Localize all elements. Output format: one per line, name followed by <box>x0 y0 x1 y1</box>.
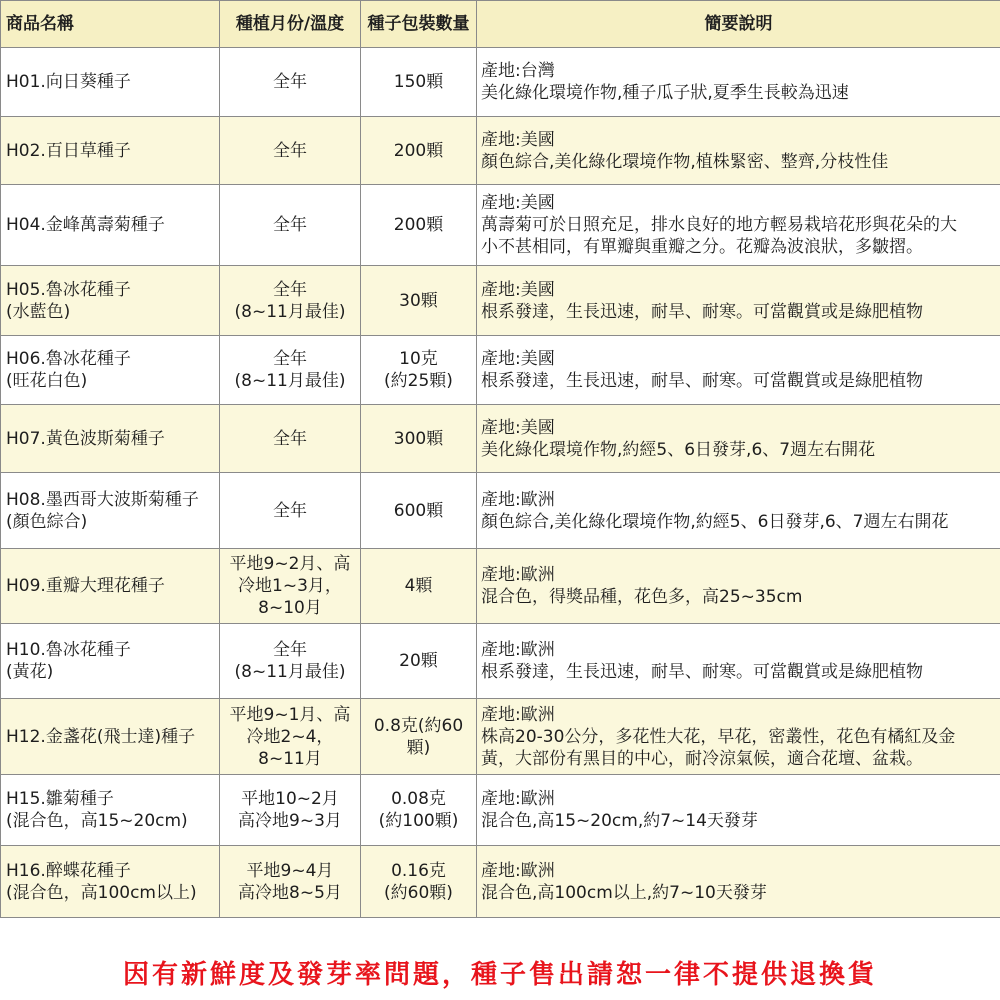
planting-period-line: (8~11月最佳) <box>234 301 346 322</box>
planting-period-line: 全年 <box>273 279 307 300</box>
table-row <box>1 336 1000 405</box>
package-quantity-line: 200顆 <box>393 140 444 161</box>
table-row <box>1 846 1000 918</box>
description-line: 混合色,高100cm以上,約7~10天發芽 <box>481 882 767 903</box>
description-line: 產地:歐洲 <box>481 704 555 725</box>
table-header-row <box>1 1 1000 48</box>
planting-period-line: 高冷地9~3月 <box>238 811 342 831</box>
table-row <box>1 405 1000 473</box>
description-line: 顏色綜合,美化綠化環境作物,植株緊密、整齊,分枝性佳 <box>481 151 889 172</box>
product-name-cell <box>1 405 220 473</box>
description-line: 黃，大部份有黑目的中心，耐冷涼氣候，適合花壇、盆栽。 <box>481 748 923 769</box>
planting-period-cell <box>220 336 361 405</box>
package-quantity-cell <box>361 266 477 336</box>
package-quantity-cell <box>361 336 477 405</box>
table-row <box>1 48 1000 117</box>
planting-period-line: 8~11月 <box>258 748 322 769</box>
product-name-cell <box>1 775 220 846</box>
package-quantity-line: 0.8克(約60 <box>373 715 464 736</box>
description-cell <box>477 775 1000 846</box>
planting-period-cell <box>220 48 361 117</box>
header-period: 種植月份/溫度 <box>220 1 361 48</box>
product-name-line: H10.魯冰花種子 <box>6 640 131 660</box>
product-name-line: (顏色綜合) <box>6 511 88 532</box>
description-line: 根系發達，生長迅速，耐旱、耐寒。可當觀賞或是綠肥植物 <box>481 662 923 682</box>
description-line: 產地:歐洲 <box>481 860 555 881</box>
package-quantity-line: 150顆 <box>393 72 444 92</box>
description-line: 小不甚相同，有單瓣與重瓣之分。花瓣為波浪狀，多皺摺。 <box>481 237 923 257</box>
planting-period-cell <box>220 775 361 846</box>
description-cell <box>477 266 1000 336</box>
planting-period-line: 高冷地8~5月 <box>238 882 342 903</box>
header-qty: 種子包裝數量 <box>361 1 477 48</box>
planting-period-line: 平地9~1月、高 <box>229 704 351 725</box>
description-line: 產地:美國 <box>481 279 555 300</box>
description-cell <box>477 117 1000 185</box>
product-name-line: H05.魯冰花種子 <box>6 279 131 300</box>
description-cell <box>477 699 1000 775</box>
description-line: 顏色綜合,美化綠化環境作物,約經5、6日發芽,6、7週左右開花 <box>481 511 949 532</box>
planting-period-line: 全年 <box>273 349 307 369</box>
planting-period-line: 全年 <box>273 640 307 660</box>
planting-period-line: 全年 <box>273 140 307 161</box>
product-name-line: H15.雛菊種子 <box>6 789 114 809</box>
planting-period-cell <box>220 405 361 473</box>
description-line: 萬壽菊可於日照充足，排水良好的地方輕易栽培花形與花朵的大 <box>481 215 957 235</box>
product-name-cell <box>1 117 220 185</box>
header-name: 商品名稱 <box>1 1 220 48</box>
planting-period-line: 8~10月 <box>258 598 322 618</box>
description-line: 產地:美國 <box>481 193 555 213</box>
table-row <box>1 473 1000 549</box>
table-body <box>1 48 1000 918</box>
description-cell <box>477 473 1000 549</box>
product-name-line: H16.醉蝶花種子 <box>6 860 131 881</box>
description-line: 產地:美國 <box>481 129 555 150</box>
product-name-line: H07.黃色波斯菊種子 <box>6 428 165 449</box>
no-return-notice: 因有新鮮度及發芽率問題，種子售出請恕一律不提供退換貨 <box>122 960 877 990</box>
description-cell <box>477 48 1000 117</box>
package-quantity-line: (約100顆) <box>378 811 459 831</box>
package-quantity-cell <box>361 473 477 549</box>
description-line: 根系發達，生長迅速，耐旱、耐寒。可當觀賞或是綠肥植物 <box>481 301 923 322</box>
description-line: 株高20-30公分，多花性大花，早花，密叢性，花色有橘紅及金 <box>481 726 956 747</box>
package-quantity-cell <box>361 624 477 699</box>
product-name-line: H08.墨西哥大波斯菊種子 <box>6 489 199 510</box>
product-name-cell <box>1 549 220 624</box>
description-line: 產地:美國 <box>481 349 555 369</box>
package-quantity-cell <box>361 775 477 846</box>
package-quantity-cell <box>361 185 477 266</box>
planting-period-cell <box>220 549 361 624</box>
package-quantity-line: 20顆 <box>399 651 438 671</box>
table-row <box>1 624 1000 699</box>
header-desc: 簡要說明 <box>477 1 1000 48</box>
product-name-cell <box>1 266 220 336</box>
description-line: 產地:歐洲 <box>481 640 555 660</box>
product-name-line: H02.百日草種子 <box>6 140 131 161</box>
product-name-line: (黃花) <box>6 662 54 682</box>
package-quantity-cell <box>361 117 477 185</box>
product-name-cell <box>1 699 220 775</box>
planting-period-line: 全年 <box>273 72 307 92</box>
planting-period-cell <box>220 117 361 185</box>
planting-period-line: 全年 <box>273 428 307 449</box>
package-quantity-cell <box>361 699 477 775</box>
table-row <box>1 185 1000 266</box>
description-cell <box>477 549 1000 624</box>
table-row <box>1 775 1000 846</box>
planting-period-cell <box>220 473 361 549</box>
product-name-line: (旺花白色) <box>6 371 88 391</box>
planting-period-line: 全年 <box>273 500 307 521</box>
description-line: 產地:美國 <box>481 417 555 438</box>
package-quantity-line: 0.16克 <box>391 860 446 881</box>
planting-period-line: 全年 <box>273 215 307 235</box>
description-cell <box>477 624 1000 699</box>
table-row <box>1 549 1000 624</box>
description-line: 產地:歐洲 <box>481 565 555 585</box>
product-name-line: H12.金盞花(飛士達)種子 <box>6 726 196 747</box>
planting-period-line: 平地9~2月、高 <box>229 554 351 574</box>
product-name-line: (水藍色) <box>6 301 71 322</box>
product-name-line: H04.金峰萬壽菊種子 <box>6 215 165 235</box>
description-line: 產地:台灣 <box>481 61 555 81</box>
product-name-cell <box>1 48 220 117</box>
package-quantity-line: 10克 <box>399 349 438 369</box>
planting-period-cell <box>220 846 361 918</box>
description-cell <box>477 336 1000 405</box>
package-quantity-cell <box>361 405 477 473</box>
package-quantity-cell <box>361 48 477 117</box>
description-cell <box>477 185 1000 266</box>
planting-period-cell <box>220 699 361 775</box>
product-name-line: (混合色，高15~20cm) <box>6 811 188 831</box>
package-quantity-line: 4顆 <box>404 576 433 596</box>
product-name-line: H01.向日葵種子 <box>6 72 131 92</box>
package-quantity-line: 30顆 <box>399 290 438 311</box>
planting-period-cell <box>220 185 361 266</box>
description-line: 美化綠化環境作物,約經5、6日發芽,6、7週左右開花 <box>481 439 876 460</box>
product-name-cell <box>1 473 220 549</box>
description-line: 混合色，得獎品種，花色多，高25~35cm <box>481 587 803 607</box>
planting-period-line: 冷地1~3月， <box>238 576 342 596</box>
package-quantity-line: 200顆 <box>393 215 444 235</box>
description-cell <box>477 846 1000 918</box>
planting-period-line: 平地10~2月 <box>241 789 339 809</box>
planting-period-cell <box>220 624 361 699</box>
table-row <box>1 117 1000 185</box>
package-quantity-line: 0.08克 <box>391 789 446 809</box>
product-name-cell <box>1 185 220 266</box>
package-quantity-line: (約60顆) <box>384 882 453 903</box>
description-line: 產地:歐洲 <box>481 789 555 809</box>
package-quantity-line: (約25顆) <box>384 371 453 391</box>
package-quantity-cell <box>361 846 477 918</box>
planting-period-line: (8~11月最佳) <box>234 371 346 391</box>
planting-period-cell <box>220 266 361 336</box>
planting-period-line: 平地9~4月 <box>246 860 334 881</box>
product-name-line: H09.重瓣大理花種子 <box>6 576 165 596</box>
package-quantity-cell <box>361 549 477 624</box>
product-name-line: (混合色，高100cm以上) <box>6 882 197 903</box>
table-row <box>1 699 1000 775</box>
package-quantity-line: 300顆 <box>393 428 444 449</box>
planting-period-line: (8~11月最佳) <box>234 662 346 682</box>
product-name-cell <box>1 336 220 405</box>
package-quantity-line: 顆) <box>406 737 431 758</box>
description-cell <box>477 405 1000 473</box>
product-name-line: H06.魯冰花種子 <box>6 349 131 369</box>
product-name-cell <box>1 624 220 699</box>
description-line: 混合色,高15~20cm,約7~14天發芽 <box>481 811 758 831</box>
table-row <box>1 266 1000 336</box>
product-name-cell <box>1 846 220 918</box>
planting-period-line: 冷地2~4， <box>246 726 334 747</box>
package-quantity-line: 600顆 <box>393 500 444 521</box>
description-line: 根系發達，生長迅速，耐旱、耐寒。可當觀賞或是綠肥植物 <box>481 371 923 391</box>
description-line: 產地:歐洲 <box>481 489 555 510</box>
description-line: 美化綠化環境作物,種子瓜子狀,夏季生長較為迅速 <box>481 83 849 103</box>
